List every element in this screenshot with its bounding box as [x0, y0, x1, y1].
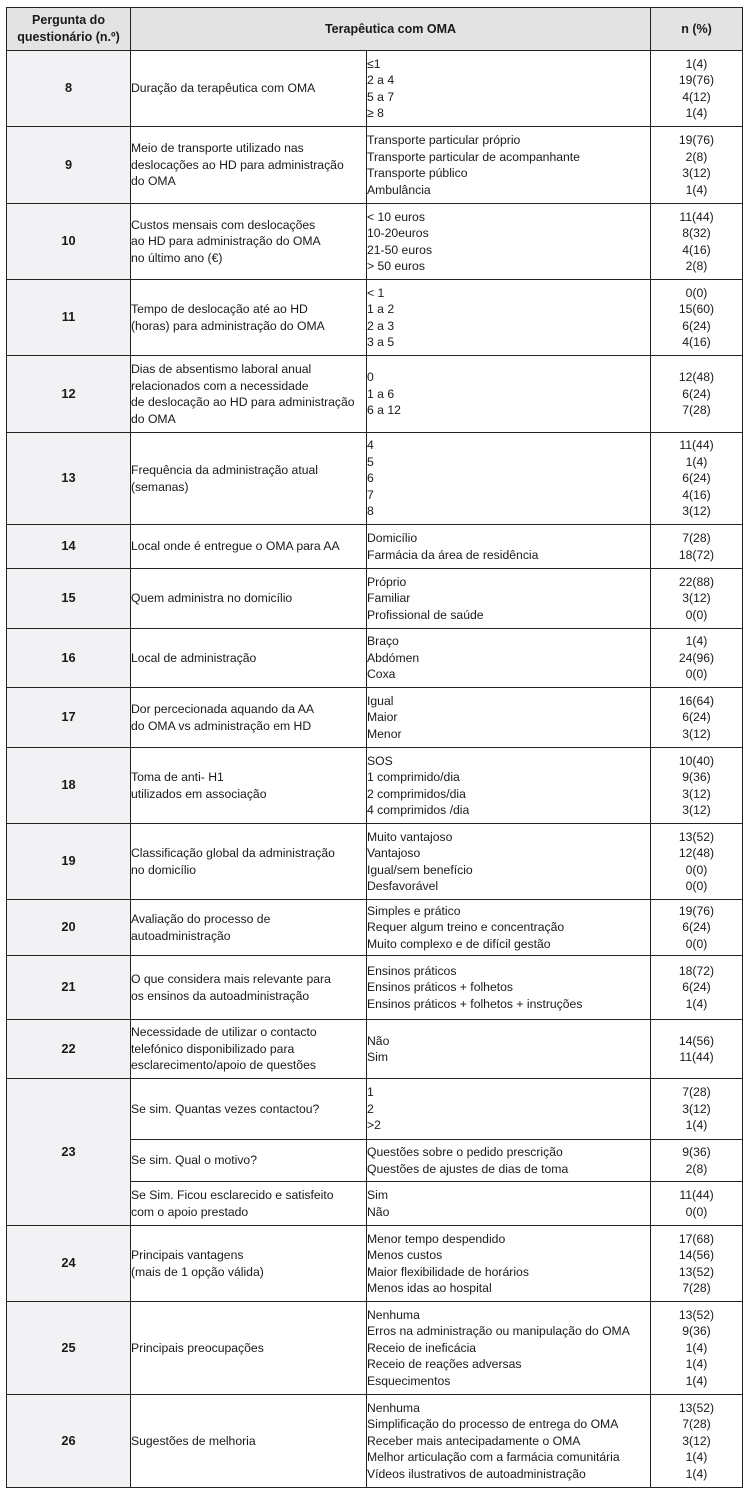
- answer-option: Melhor articulação com a farmácia comunitária: [367, 1450, 620, 1465]
- question-number: 13: [7, 433, 131, 525]
- answer-options: [367, 1226, 651, 1302]
- answer-count: 6(24): [682, 920, 711, 935]
- question-number: 17: [7, 688, 131, 748]
- answer-counts: [651, 204, 743, 280]
- answer-count: 6(24): [682, 471, 711, 486]
- question-number: 8: [7, 51, 131, 127]
- answer-counts: [651, 688, 743, 748]
- answer-options: [367, 51, 651, 127]
- question-number: 12: [7, 356, 131, 433]
- answer-option: Transporte particular próprio: [367, 133, 521, 147]
- answer-count: 2(8): [685, 149, 708, 164]
- table-row-q10: [7, 204, 743, 280]
- answer-count: 19(76): [678, 133, 715, 147]
- answer-option: ≥ 8: [367, 106, 384, 120]
- table-row-q22: [7, 1020, 743, 1079]
- answer-option: Sim: [367, 1050, 388, 1064]
- answer-option: 2 a 4: [367, 73, 395, 87]
- answer-count: 1(4): [685, 182, 708, 197]
- answer-count: 1(4): [685, 634, 708, 649]
- description-line: O que considera mais relevante para: [131, 972, 331, 986]
- answer-count: 1(4): [685, 1466, 708, 1481]
- answer-option: Ensinos práticos: [367, 963, 457, 978]
- answer-option: 6: [367, 471, 374, 486]
- answer-count: 3(12): [682, 1433, 711, 1448]
- answer-options: [367, 629, 651, 688]
- answer-option: < 1: [367, 285, 385, 300]
- question-description: [131, 1226, 367, 1302]
- answer-option: 2: [367, 1101, 374, 1116]
- answer-count: 14(56): [678, 1248, 715, 1262]
- question-number: 14: [7, 525, 131, 569]
- answer-options: [367, 204, 651, 280]
- answer-option: Vídeos ilustrativos de autoadministração: [367, 1466, 586, 1481]
- answer-options: [367, 280, 651, 356]
- answer-option: Menos idas ao hospital: [367, 1281, 492, 1295]
- table-row-q8: [7, 51, 743, 127]
- answer-option: Profissional de saúde: [367, 607, 484, 622]
- answer-count: 11(44): [679, 1050, 714, 1064]
- table-row-q25: [7, 1302, 743, 1395]
- answer-option: Braço: [367, 634, 399, 649]
- description-line: os ensinos da autoadministração: [131, 988, 310, 1003]
- answer-count: 8(32): [682, 226, 711, 240]
- description-line: Principais preocupações: [131, 1340, 264, 1355]
- answer-count: 13(52): [678, 829, 715, 844]
- answer-option: Menor: [367, 726, 402, 741]
- answer-count: 1(4): [685, 454, 708, 469]
- table-row-q23-sub1: [7, 1079, 743, 1140]
- question-number: 15: [7, 569, 131, 629]
- answer-option: Muito vantajoso: [367, 829, 453, 844]
- question-description: [131, 1079, 367, 1140]
- answer-count: 3(12): [682, 786, 711, 801]
- answer-option: Desfavorável: [367, 879, 439, 893]
- answer-count: 0(0): [685, 667, 708, 682]
- answer-counts: [651, 1302, 743, 1395]
- survey-results-table: [6, 7, 743, 1488]
- question-description: [131, 688, 367, 748]
- answer-option: >2: [367, 1118, 381, 1133]
- description-line: utilizados em associação: [131, 786, 267, 801]
- answer-options: [367, 1020, 651, 1079]
- answer-option: Erros na administração ou manipulação do OMA: [367, 1324, 630, 1339]
- table-header-row: [7, 8, 743, 51]
- answer-count: 0(0): [685, 285, 708, 300]
- answer-count: 7(28): [682, 1281, 711, 1295]
- answer-option: Familiar: [367, 591, 411, 606]
- answer-option: Próprio: [367, 574, 407, 589]
- answer-option: 1: [367, 1085, 374, 1100]
- question-description: [131, 356, 367, 433]
- question-number: 19: [7, 824, 131, 900]
- table-row-q18: [7, 748, 743, 824]
- question-description: [131, 280, 367, 356]
- header-question-number: [7, 8, 131, 51]
- answer-counts: [651, 356, 743, 433]
- answer-count: 17(68): [678, 1231, 715, 1246]
- question-description: [131, 1182, 367, 1226]
- question-number: 11: [7, 280, 131, 356]
- table-row-q9: [7, 127, 743, 204]
- answer-option: Requer algum treino e concentração: [367, 920, 565, 935]
- answer-count: 22(88): [678, 574, 715, 589]
- answer-counts: [651, 280, 743, 356]
- answer-option: Igual/sem benefício: [367, 862, 473, 877]
- answer-option: 7: [367, 487, 374, 502]
- answer-count: 16(64): [678, 693, 715, 708]
- description-line: (mais de 1 opção válida): [131, 1264, 264, 1279]
- answer-count: 0(0): [685, 936, 708, 951]
- answer-option: Domicílio: [367, 531, 418, 545]
- answer-option: > 50 euros: [367, 259, 425, 273]
- answer-count: 1(4): [685, 1118, 708, 1133]
- question-description: [131, 433, 367, 525]
- description-line: Dor percecionada aquando da AA: [131, 702, 314, 716]
- answer-count: 3(12): [682, 726, 711, 741]
- answer-counts: [651, 956, 743, 1020]
- answer-count: 4(12): [682, 89, 711, 104]
- answer-option: Ambulância: [367, 182, 431, 197]
- question-description: [131, 569, 367, 629]
- answer-option: Transporte particular de acompanhante: [367, 149, 580, 164]
- answer-option: 8: [367, 504, 374, 519]
- answer-options: [367, 824, 651, 900]
- answer-option: 1 comprimido/dia: [367, 770, 460, 784]
- answer-counts: [651, 51, 743, 127]
- answer-count: 11(44): [679, 209, 714, 224]
- description-line: Frequência da administração atual: [131, 463, 318, 477]
- answer-counts: [651, 824, 743, 900]
- question-description: [131, 1020, 367, 1079]
- description-line: Necessidade de utilizar o contacto: [131, 1025, 317, 1040]
- description-line: do OMA: [131, 174, 176, 189]
- question-description: [131, 956, 367, 1020]
- description-line: telefónico disponibilizado para: [131, 1041, 295, 1056]
- answer-options: [367, 569, 651, 629]
- question-number: 9: [7, 127, 131, 204]
- answer-option: Vantajoso: [367, 846, 421, 860]
- answer-option: Não: [367, 1204, 390, 1219]
- answer-count: 3(12): [682, 166, 711, 180]
- answer-counts: [651, 900, 743, 956]
- answer-count: 6(24): [682, 318, 711, 333]
- answer-options: [367, 900, 651, 956]
- answer-option: 4: [367, 438, 374, 453]
- answer-option: 3 a 5: [367, 335, 395, 349]
- answer-count: 1(4): [685, 1357, 708, 1372]
- answer-count: 18(72): [678, 963, 715, 978]
- description-line: Local onde é entregue o OMA para AA: [131, 539, 340, 554]
- answer-count: 1(4): [685, 56, 708, 71]
- answer-options: [367, 748, 651, 824]
- question-description: [131, 1395, 367, 1488]
- question-number: 24: [7, 1226, 131, 1302]
- question-number: 10: [7, 204, 131, 280]
- answer-options: [367, 356, 651, 433]
- answer-counts: [651, 569, 743, 629]
- table-row-q13: [7, 433, 743, 525]
- answer-option: Receio de reações adversas: [367, 1357, 522, 1372]
- answer-option: Nenhuma: [367, 1400, 420, 1415]
- description-line: Se sim. Qual o motivo?: [131, 1153, 257, 1168]
- answer-option: Ensinos práticos + folhetos + instruções: [367, 996, 583, 1011]
- description-line: no último ano (€): [131, 250, 223, 265]
- description-line: ao HD para administração do OMA: [131, 234, 321, 249]
- table-row-q11: [7, 280, 743, 356]
- header-n-percent: n (%): [651, 8, 743, 51]
- question-description: [131, 51, 367, 127]
- table-row-q26: [7, 1395, 743, 1488]
- answer-count: 7(28): [682, 1085, 711, 1100]
- answer-option: Ensinos práticos + folhetos: [367, 980, 513, 995]
- answer-count: 2(8): [685, 1161, 708, 1176]
- answer-count: 18(72): [678, 547, 715, 562]
- description-line: Custos mensais com deslocações: [131, 217, 316, 232]
- answer-count: 24(96): [678, 650, 715, 665]
- answer-count: 9(36): [682, 770, 711, 784]
- answer-count: 13(52): [678, 1400, 715, 1415]
- question-description: [131, 629, 367, 688]
- question-number: 18: [7, 748, 131, 824]
- question-description: [131, 1302, 367, 1395]
- answer-count: 13(52): [678, 1307, 715, 1322]
- answer-option: Nenhuma: [367, 1307, 420, 1322]
- description-line: deslocações ao HD para administração: [131, 157, 344, 172]
- answer-count: 3(12): [682, 1101, 711, 1116]
- answer-count: 1(4): [685, 1340, 708, 1355]
- answer-count: 1(4): [685, 1450, 708, 1465]
- description-line: Toma de anti- H1: [131, 770, 224, 784]
- answer-count: 3(12): [682, 504, 711, 519]
- answer-count: 12(48): [678, 846, 715, 860]
- answer-counts: [651, 1226, 743, 1302]
- table-body: [7, 51, 743, 1488]
- answer-count: 14(56): [678, 1033, 715, 1048]
- answer-count: 4(16): [682, 335, 711, 349]
- description-line: no domicílio: [131, 862, 197, 877]
- answer-counts: [651, 748, 743, 824]
- answer-options: [367, 1395, 651, 1488]
- answer-option: < 10 euros: [367, 209, 425, 224]
- table-row-q21: [7, 956, 743, 1020]
- answer-option: Não: [367, 1033, 390, 1048]
- answer-option: 2 comprimidos/dia: [367, 786, 466, 801]
- answer-count: 11(44): [679, 438, 714, 453]
- description-line: Se sim. Quantas vezes contactou?: [131, 1101, 320, 1116]
- answer-options: [367, 127, 651, 204]
- description-line: Tempo de deslocação até ao HD: [131, 302, 308, 316]
- table-row-q17: [7, 688, 743, 748]
- header-therapy: Terapêutica com OMA: [131, 8, 651, 51]
- answer-count: 0(0): [685, 1204, 708, 1219]
- question-number: 26: [7, 1395, 131, 1488]
- description-line: (horas) para administração do OMA: [131, 318, 325, 333]
- description-line: Duração da terapêutica com OMA: [131, 81, 316, 96]
- answer-count: 6(24): [682, 980, 711, 995]
- answer-count: 3(12): [682, 803, 711, 817]
- answer-option: Farmácia da área de residência: [367, 547, 539, 562]
- answer-count: 1(4): [685, 996, 708, 1011]
- answer-option: 5 a 7: [367, 89, 395, 104]
- answer-counts: [651, 1140, 743, 1182]
- answer-option: Questões sobre o pedido prescrição: [367, 1145, 563, 1159]
- answer-count: 10(40): [678, 753, 715, 768]
- description-line: relacionados com a necessidade: [131, 378, 309, 393]
- answer-counts: [651, 1079, 743, 1140]
- answer-option: Menos custos: [367, 1248, 443, 1262]
- description-line: Dias de absentismo laboral anual: [131, 362, 312, 376]
- answer-option: 6 a 12: [367, 403, 401, 418]
- question-description: [131, 748, 367, 824]
- answer-option: 10-20euros: [367, 226, 429, 240]
- answer-option: 4 comprimidos /dia: [367, 803, 470, 817]
- answer-count: 9(36): [682, 1324, 711, 1339]
- answer-option: Maior flexibilidade de horários: [367, 1264, 529, 1279]
- answer-option: 21-50 euros: [367, 242, 433, 257]
- answer-count: 13(52): [678, 1264, 715, 1279]
- answer-count: 11(44): [679, 1188, 714, 1202]
- answer-option: ≤1: [367, 56, 381, 71]
- answer-counts: [651, 1020, 743, 1079]
- answer-option: 5: [367, 454, 374, 469]
- answer-option: Transporte público: [367, 166, 468, 180]
- answer-count: 7(28): [682, 1417, 711, 1432]
- header-question-line1: Pergunta do: [32, 13, 105, 27]
- description-line: com o apoio prestado: [131, 1204, 249, 1219]
- answer-options: [367, 1079, 651, 1140]
- answer-count: 1(4): [685, 106, 708, 120]
- answer-counts: [651, 1182, 743, 1226]
- answer-count: 4(16): [682, 487, 711, 502]
- description-line: de deslocação ao HD para administração: [131, 395, 355, 409]
- answer-count: 12(48): [678, 370, 715, 385]
- description-line: Quem administra no domicílio: [131, 591, 293, 606]
- answer-option: 0: [367, 370, 374, 385]
- table-row-q16: [7, 629, 743, 688]
- description-line: Avaliação do processo de: [131, 912, 271, 926]
- table-row-q19: [7, 824, 743, 900]
- answer-count: 7(28): [682, 403, 711, 418]
- answer-count: 0(0): [685, 879, 708, 893]
- answer-count: 0(0): [685, 607, 708, 622]
- description-line: Meio de transporte utilizado nas: [131, 141, 304, 156]
- description-line: do OMA vs administração em HD: [131, 718, 312, 733]
- description-line: Se Sim. Ficou esclarecido e satisfeito: [131, 1188, 334, 1202]
- answer-count: 6(24): [682, 710, 711, 725]
- question-number: 16: [7, 629, 131, 688]
- answer-option: Muito complexo e de difícil gestão: [367, 936, 551, 951]
- answer-option: Coxa: [367, 667, 396, 682]
- answer-count: 6(24): [682, 386, 711, 401]
- question-number: 23: [7, 1079, 131, 1226]
- question-number: 20: [7, 900, 131, 956]
- answer-count: 19(76): [678, 903, 715, 918]
- answer-count: 3(12): [682, 591, 711, 606]
- table-row-q14: [7, 525, 743, 569]
- answer-option: Abdómen: [367, 650, 420, 665]
- answer-counts: [651, 127, 743, 204]
- question-description: [131, 824, 367, 900]
- answer-options: [367, 433, 651, 525]
- answer-option: Simplificação do processo de entrega do OMA: [367, 1417, 619, 1432]
- answer-options: [367, 525, 651, 569]
- answer-counts: [651, 433, 743, 525]
- answer-count: 4(16): [682, 242, 711, 257]
- answer-option: Simples e prático: [367, 903, 461, 918]
- description-line: autoadministração: [131, 928, 231, 943]
- description-line: Classificação global da administração: [131, 846, 335, 860]
- answer-counts: [651, 525, 743, 569]
- table-row-q24: [7, 1226, 743, 1302]
- answer-count: 15(60): [678, 302, 715, 316]
- answer-count: 2(8): [685, 259, 708, 273]
- table-row-q20: [7, 900, 743, 956]
- answer-count: 7(28): [682, 531, 711, 545]
- question-description: [131, 1140, 367, 1182]
- answer-option: 2 a 3: [367, 318, 395, 333]
- answer-option: Esquecimentos: [367, 1373, 451, 1388]
- answer-count: 9(36): [682, 1145, 711, 1159]
- header-question-line2: questionário (n.º): [17, 30, 120, 44]
- answer-count: 1(4): [685, 1373, 708, 1388]
- answer-option: Menor tempo despendido: [367, 1231, 506, 1246]
- description-line: Local de administração: [131, 650, 257, 665]
- answer-option: SOS: [367, 753, 393, 768]
- answer-count: 19(76): [678, 73, 715, 87]
- table-row-q15: [7, 569, 743, 629]
- description-line: (semanas): [131, 479, 189, 494]
- answer-option: Maior: [367, 710, 398, 725]
- question-description: [131, 204, 367, 280]
- answer-options: [367, 1302, 651, 1395]
- answer-option: Igual: [367, 693, 394, 708]
- answer-option: 1 a 2: [367, 302, 395, 316]
- answer-option: Sim: [367, 1188, 388, 1202]
- answer-options: [367, 956, 651, 1020]
- question-number: 21: [7, 956, 131, 1020]
- description-line: Principais vantagens: [131, 1248, 244, 1262]
- answer-option: 1 a 6: [367, 386, 395, 401]
- question-number: 25: [7, 1302, 131, 1395]
- answer-option: Receio de ineficácia: [367, 1340, 477, 1355]
- question-description: [131, 525, 367, 569]
- answer-option: Questões de ajustes de dias de toma: [367, 1161, 569, 1176]
- description-line: do OMA: [131, 411, 176, 426]
- answer-option: Receber mais antecipadamente o OMA: [367, 1433, 581, 1448]
- question-description: [131, 900, 367, 956]
- answer-counts: [651, 1395, 743, 1488]
- answer-options: [367, 1140, 651, 1182]
- table-row-q12: [7, 356, 743, 433]
- question-description: [131, 127, 367, 204]
- answer-count: 0(0): [685, 862, 708, 877]
- description-line: Sugestões de melhoria: [131, 1433, 256, 1448]
- question-number: 22: [7, 1020, 131, 1079]
- answer-options: [367, 688, 651, 748]
- answer-counts: [651, 629, 743, 688]
- answer-options: [367, 1182, 651, 1226]
- description-line: esclarecimento/apoio de questões: [131, 1058, 316, 1073]
